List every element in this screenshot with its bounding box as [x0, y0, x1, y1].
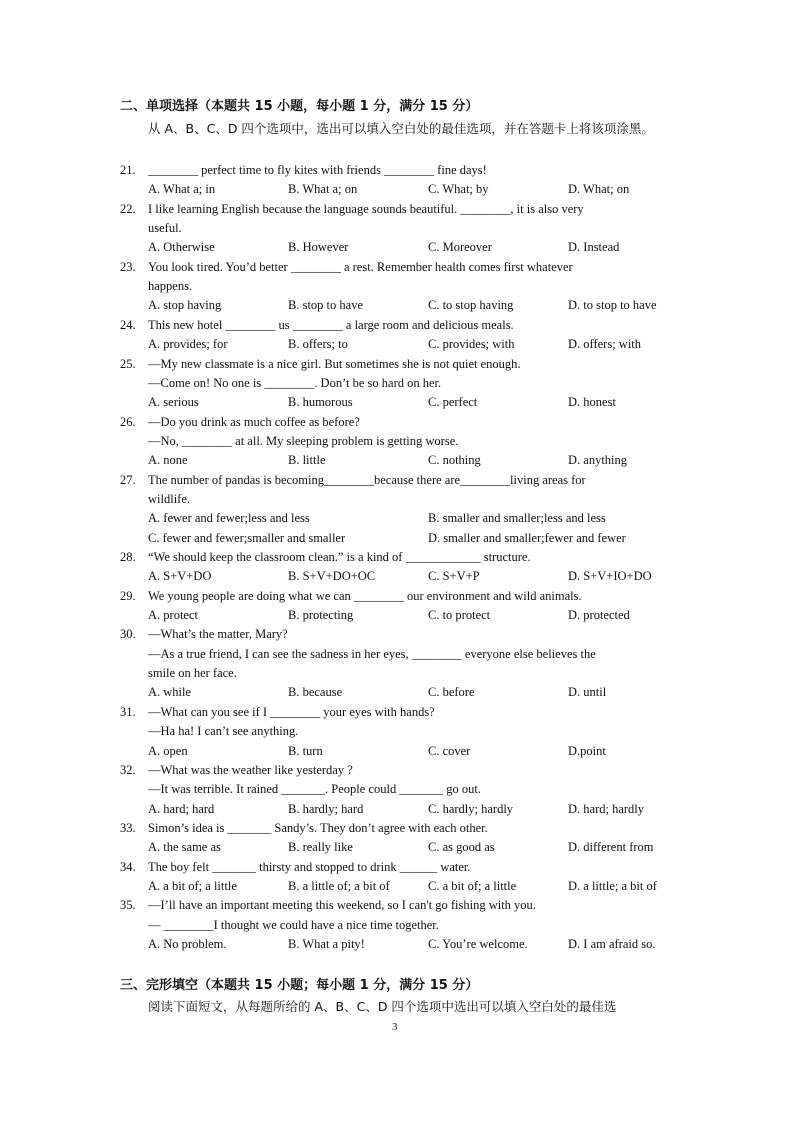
question-number: 34. [120, 859, 136, 874]
option-a: A. serious [148, 395, 199, 410]
option-d: D. until [568, 685, 607, 700]
option-b: B. stop to have [288, 298, 363, 313]
option-b: B. However [288, 240, 349, 255]
question-number: 22. [120, 201, 136, 216]
option-a: A. provides; for [148, 337, 228, 352]
option-b: B. because [288, 685, 343, 700]
option-c: C. S+V+P [428, 569, 480, 584]
section-3-heading: 三、完形填空（本题共 15 小题；每小题 1 分，满分 15 分） [120, 978, 479, 993]
option-d: D.point [568, 743, 606, 758]
option-c: C. You’re welcome. [428, 937, 528, 951]
option-c: C. to protect [428, 608, 491, 623]
option-b: B. hardly; hard [288, 801, 364, 816]
option-b: B. protecting [288, 608, 354, 623]
option-b: B. What a; on [288, 182, 358, 197]
option-a: A. No problem. [148, 937, 227, 951]
option-d: D. What; on [568, 182, 630, 197]
option-a: A. What a; in [148, 182, 216, 197]
question-text: Simon’s idea is _______ Sandy’s. They don’t agree with each other. [148, 820, 488, 835]
question-text: —As a true friend, I can see the sadness in her eyes, ________ everyone else believes the [148, 646, 596, 661]
option-d: D. smaller and smaller;fewer and fewer [428, 530, 626, 545]
option-c: C. perfect [428, 395, 478, 410]
section-2-instruction: 从 A、B、C、D 四个选项中，选出可以填入空白处的最佳选项，并在答题卡上将该项涂黑。 [148, 121, 654, 136]
question-number: 33. [120, 820, 136, 835]
question-text: —What can you see if I ________ your eyes with hands? [148, 704, 435, 719]
question-number: 24. [120, 317, 136, 332]
option-d: D. protected [568, 608, 630, 623]
option-d: D. honest [568, 395, 616, 410]
option-a: A. open [148, 743, 188, 758]
option-d: D. offers; with [568, 337, 642, 352]
option-b: B. S+V+DO+OC [288, 569, 376, 584]
option-c: C. a bit of; a little [428, 878, 517, 893]
question-text: —Ha ha! I can’t see anything. [148, 724, 299, 739]
option-a: A. S+V+DO [148, 569, 212, 584]
option-c: C. provides; with [428, 337, 515, 352]
question-text: You look tired. You’d better ________ a rest. Remember health comes first whatever [148, 259, 573, 274]
option-c: C. hardly; hardly [428, 801, 514, 816]
question-number: 35. [120, 898, 136, 913]
question-text: useful. [148, 221, 182, 236]
section-2-heading: 二、单项选择（本题共 15 小题，每小题 1 分，满分 15 分） [120, 99, 479, 114]
question-number: 21. [120, 163, 136, 177]
question-number: 30. [120, 627, 136, 642]
option-b: B. humorous [288, 395, 353, 410]
question-text: happens. [148, 279, 193, 294]
question-number: 26. [120, 414, 136, 429]
option-a: A. none [148, 453, 188, 468]
option-d: D. a little; a bit of [568, 878, 657, 893]
option-d: D. to stop to have [568, 298, 657, 313]
option-c: C. to stop having [428, 298, 514, 313]
question-text: The boy felt _______ thirsty and stopped to drink ______ water. [148, 859, 471, 874]
question-text: —What’s the matter, Mary? [148, 627, 288, 642]
option-a: A. protect [148, 608, 198, 623]
question-text: This new hotel ________ us ________ a large room and delicious meals. [148, 317, 514, 332]
question-text: —It was terrible. It rained _______. People could _______ go out. [148, 782, 481, 797]
option-a: A. hard; hard [148, 801, 215, 816]
option-c: C. What; by [428, 182, 489, 197]
option-b: B. What a pity! [288, 937, 365, 951]
option-b: B. turn [288, 743, 323, 758]
option-d: D. S+V+IO+DO [568, 569, 652, 584]
option-d: D. I am afraid so. [568, 937, 656, 951]
question-text: —I’ll have an important meeting this weekend, so I can't go fishing with you. [148, 898, 536, 913]
option-a: A. while [148, 685, 192, 700]
question-text: “We should keep the classroom clean.” is a kind of ____________ structure. [148, 550, 531, 564]
option-c: C. as good as [428, 840, 495, 855]
option-b: B. a little of; a bit of [288, 878, 390, 893]
question-text: —My new classmate is a nice girl. But sometimes she is not quiet enough. [148, 356, 521, 371]
option-b: B. offers; to [288, 337, 348, 352]
question-text: —Do you drink as much coffee as before? [148, 414, 360, 429]
question-number: 32. [120, 762, 136, 777]
question-text: The number of pandas is becoming________because there are________living areas for [148, 472, 586, 487]
option-d: D. hard; hardly [568, 801, 645, 816]
option-c: C. cover [428, 743, 471, 758]
section-3-instruction: 阅读下面短文，从每题所给的 A、B、C、D 四个选项中选出可以填入空白处的最佳选 [148, 999, 617, 1014]
option-d: D. Instead [568, 240, 620, 255]
option-a: A. the same as [148, 840, 221, 855]
question-text: —Come on! No one is ________. Don’t be so hard on her. [148, 375, 442, 390]
option-c: C. Moreover [428, 240, 492, 255]
question-number: 31. [120, 704, 136, 719]
option-c: C. fewer and fewer;smaller and smaller [148, 530, 346, 545]
question-text: — ________I thought we could have a nice time together. [148, 917, 439, 932]
question-number: 27. [120, 472, 136, 487]
question-text: I like learning English because the language sounds beautiful. ________, it is also very [148, 201, 584, 216]
page-number: 3 [392, 1021, 398, 1033]
question-number: 29. [120, 588, 136, 603]
question-text: smile on her face. [148, 666, 237, 681]
option-d: D. different from [568, 840, 654, 855]
option-a: A. fewer and fewer;less and less [148, 511, 310, 526]
option-a: A. stop having [148, 298, 222, 313]
option-c: C. nothing [428, 453, 481, 468]
question-number: 25. [120, 356, 136, 371]
question-text: ________ perfect time to fly kites with friends ________ fine days! [148, 163, 487, 177]
question-text: We young people are doing what we can ________ our environment and wild animals. [148, 588, 582, 603]
option-d: D. anything [568, 453, 628, 468]
option-a: A. a bit of; a little [148, 878, 237, 893]
option-b: B. little [288, 453, 326, 468]
question-text: —No, ________ at all. My sleeping problem is getting worse. [148, 433, 459, 448]
option-a: A. Otherwise [148, 240, 215, 255]
option-c: C. before [428, 685, 475, 700]
option-b: B. smaller and smaller;less and less [428, 511, 606, 526]
question-text: —What was the weather like yesterday ? [148, 762, 353, 777]
question-text: wildlife. [148, 491, 191, 506]
question-number: 28. [120, 550, 136, 564]
question-number: 23. [120, 259, 136, 274]
option-b: B. really like [288, 840, 353, 855]
